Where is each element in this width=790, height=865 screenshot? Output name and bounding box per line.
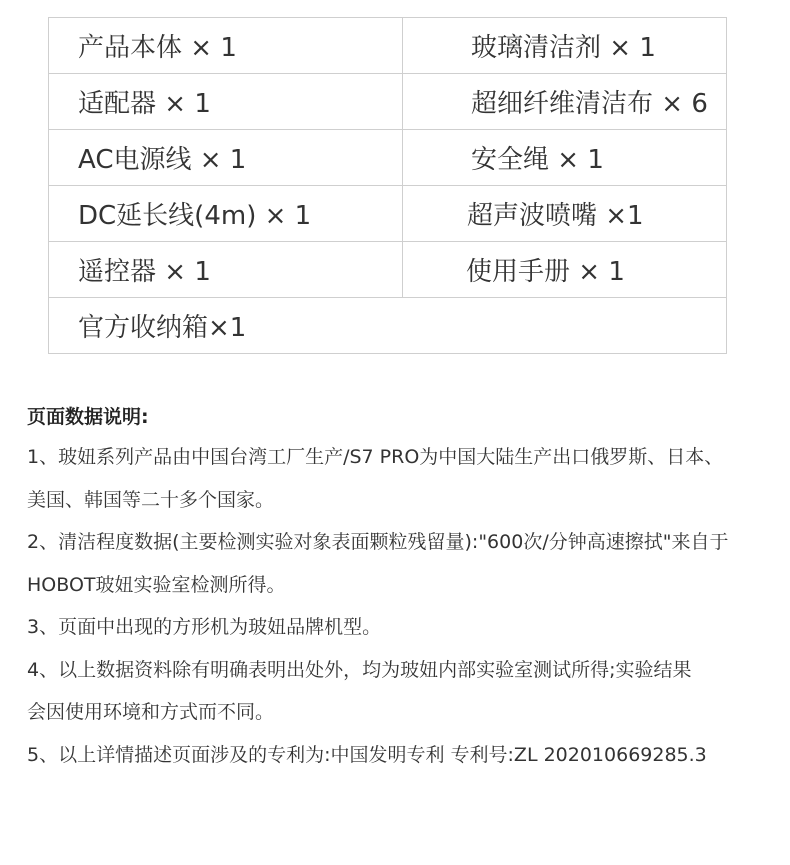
package-item: 超细纤维清洁布 × 6	[403, 74, 727, 130]
table-row	[49, 74, 727, 130]
package-item: 超声波喷嘴 ×1	[403, 186, 727, 242]
package-contents-table	[48, 17, 727, 354]
table-row	[49, 298, 727, 354]
package-item: 玻璃清洁剂 × 1	[403, 18, 727, 74]
package-item: 适配器 × 1	[49, 74, 403, 130]
package-item: 官方收纳箱×1	[49, 298, 727, 354]
package-item: 安全绳 × 1	[403, 130, 727, 186]
page-data-notes	[27, 398, 777, 776]
note-line: 4、以上数据资料除有明确表明出处外，均为玻妞内部实验室测试所得;实验结果	[27, 658, 692, 681]
package-item: 使用手册 × 1	[403, 242, 727, 298]
note-line: 3、页面中出现的方形机为玻妞品牌机型。	[27, 616, 382, 638]
note-line: 美国、韩国等二十多个国家。	[27, 488, 275, 511]
package-item: 产品本体 × 1	[49, 18, 403, 74]
note-line: 2、清洁程度数据(主要检测实验对象表面颗粒残留量):"600次/分钟高速擦拭"来自于	[27, 531, 729, 553]
table-row	[49, 186, 727, 242]
package-item: AC电源线 × 1	[49, 130, 403, 186]
table-row	[49, 130, 727, 186]
table-row	[49, 242, 727, 298]
note-line: 1、玻妞系列产品由中国台湾工厂生产/S7 PRO为中国大陆生产出口俄罗斯、日本、	[27, 446, 724, 468]
table-row	[49, 18, 727, 74]
note-line: HOBOT玻妞实验室检测所得。	[27, 573, 286, 596]
package-item: DC延长线(4m) × 1	[49, 186, 403, 242]
notes-title: 页面数据说明:	[27, 406, 149, 428]
package-item: 遥控器 × 1	[49, 242, 403, 298]
note-line: 会因使用环境和方式而不同。	[27, 701, 275, 723]
note-line: 5、以上详情描述页面涉及的专利为:中国发明专利 专利号:ZL 202010669285.3	[27, 743, 707, 766]
